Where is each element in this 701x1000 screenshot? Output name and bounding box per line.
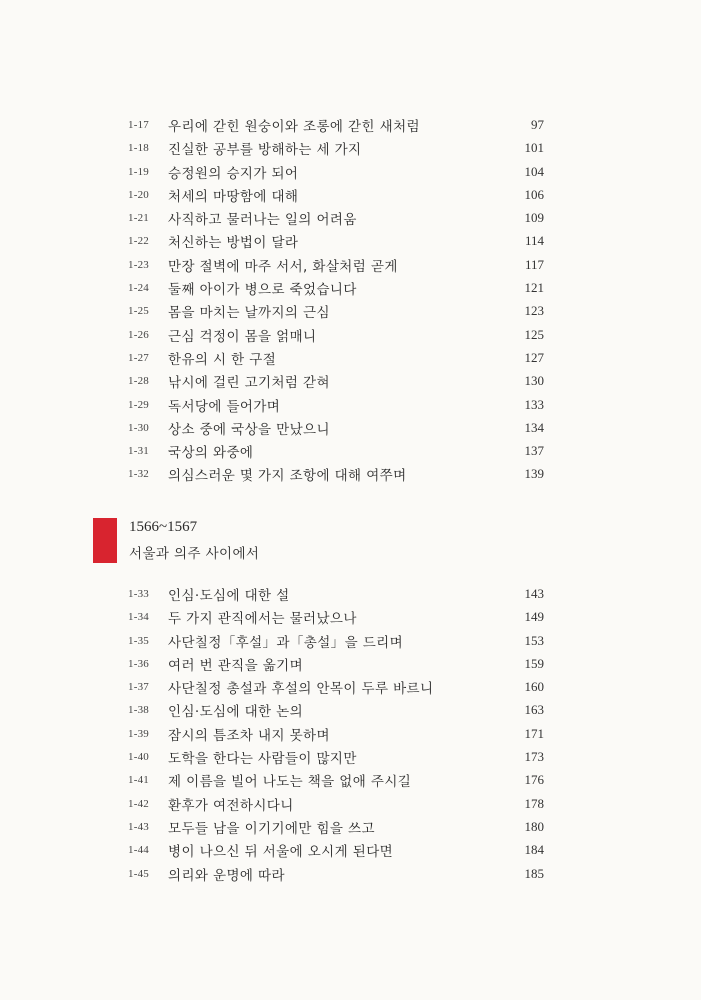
entry-number: 1-41	[128, 774, 149, 787]
entry-number: 1-40	[128, 751, 149, 764]
entry-page-number: 171	[524, 725, 544, 741]
entry-title: 병이 나으신 뒤 서울에 오시게 된다면	[168, 844, 394, 861]
toc-entry	[0, 162, 701, 185]
entry-number: 1-26	[128, 328, 149, 341]
entry-page-number: 97	[531, 117, 544, 132]
toc-entry	[0, 770, 701, 793]
section-header	[0, 517, 701, 567]
entry-page-number: 185	[524, 865, 544, 881]
entry-number: 1-33	[128, 588, 149, 600]
toc-entry	[0, 584, 701, 607]
toc-entry	[0, 794, 701, 817]
entry-page-number: 163	[524, 702, 544, 718]
entry-page-number: 173	[524, 749, 544, 765]
entry-title: 사단칠정 총설과 후설의 안목이 두루 바르니	[168, 681, 434, 698]
entry-page-number: 106	[524, 186, 544, 202]
toc-entry	[0, 840, 701, 863]
entry-page-number: 133	[524, 396, 544, 412]
toc-entry	[0, 138, 701, 161]
toc-entry	[0, 418, 701, 441]
section-accent-bar	[93, 518, 117, 563]
entry-title: 인심·도심에 대한 설	[168, 588, 290, 604]
entry-title: 사직하고 물러나는 일의 어려움	[168, 212, 357, 229]
entry-title: 환후가 여전하시다니	[168, 797, 294, 814]
entry-title: 처세의 마땅함에 대해	[168, 188, 299, 205]
entry-title: 여러 번 관직을 옮기며	[168, 657, 304, 674]
toc-entry	[0, 371, 701, 394]
entry-page-number: 130	[524, 373, 544, 389]
entry-title: 의심스러운 몇 가지 조항에 대해 여쭈며	[168, 468, 407, 485]
entry-number: 1-36	[128, 657, 149, 670]
entry-number: 1-19	[128, 165, 149, 178]
entry-number: 1-31	[128, 445, 149, 458]
toc-entry	[0, 348, 701, 371]
toc-entry	[0, 395, 701, 418]
toc-entry	[0, 864, 701, 887]
entry-number: 1-22	[128, 235, 149, 248]
entry-title: 인심·도심에 대한 논의	[168, 704, 304, 721]
entry-page-number: 176	[524, 772, 544, 788]
entry-number: 1-27	[128, 351, 149, 364]
entry-number: 1-18	[128, 142, 149, 155]
entry-title: 몸을 마치는 날까지의 근심	[168, 305, 330, 322]
entry-title: 의리와 운명에 따라	[168, 867, 285, 884]
entry-page-number: 178	[524, 795, 544, 811]
entry-number: 1-37	[128, 681, 149, 694]
entry-page-number: 101	[524, 140, 544, 156]
entry-page-number: 149	[524, 609, 544, 625]
entry-page-number: 114	[524, 233, 544, 249]
toc-entry	[0, 817, 701, 840]
entry-number: 1-23	[128, 258, 149, 271]
entry-number: 1-43	[128, 820, 149, 833]
toc-entry	[0, 441, 701, 464]
entry-number: 1-39	[128, 727, 149, 740]
entry-title: 진실한 공부를 방해하는 세 가지	[168, 142, 362, 159]
entry-page-number: 121	[524, 280, 544, 296]
toc-entry	[0, 255, 701, 278]
entry-number: 1-30	[128, 421, 149, 434]
section-years: 1566~1567	[129, 519, 198, 535]
entry-number: 1-20	[128, 188, 149, 201]
entry-title: 둘째 아이가 병으로 죽었습니다	[168, 282, 357, 299]
toc-entry	[0, 464, 701, 487]
toc-entry	[0, 231, 701, 254]
toc-list-2	[0, 584, 701, 887]
entry-page-number: 139	[524, 466, 544, 482]
entry-page-number: 143	[524, 586, 544, 601]
entry-title: 사단칠정「후설」과「총설」을 드리며	[168, 634, 404, 651]
entry-page-number: 127	[524, 349, 544, 365]
entry-number: 1-21	[128, 212, 149, 225]
entry-number: 1-38	[128, 704, 149, 717]
entry-title: 만장 절벽에 마주 서서, 화살처럼 곧게	[168, 258, 398, 275]
entry-title: 승정원의 승지가 되어	[168, 165, 299, 182]
toc-entry	[0, 747, 701, 770]
toc-entry	[0, 278, 701, 301]
toc-entry	[0, 631, 701, 654]
entry-title: 낚시에 걸린 고기처럼 갇혀	[168, 375, 330, 392]
toc-entry	[0, 208, 701, 231]
toc-entry	[0, 301, 701, 324]
entry-title: 제 이름을 빌어 나도는 책을 없애 주시길	[168, 774, 412, 791]
toc-entry	[0, 700, 701, 723]
entry-page-number: 137	[524, 443, 544, 459]
entry-title: 국상의 와중에	[168, 445, 254, 462]
entry-page-number: 123	[524, 303, 544, 319]
section-subtitle: 서울과 의주 사이에서	[129, 546, 260, 562]
entry-page-number: 184	[524, 842, 544, 858]
entry-title: 독서당에 들어가며	[168, 398, 281, 415]
entry-number: 1-28	[128, 375, 149, 388]
entry-number: 1-35	[128, 634, 149, 647]
toc-entry	[0, 185, 701, 208]
toc-entry	[0, 115, 701, 138]
entry-number: 1-34	[128, 611, 149, 624]
entry-number: 1-25	[128, 305, 149, 318]
entry-page-number: 117	[524, 256, 544, 272]
entry-page-number: 134	[524, 419, 544, 435]
entry-title: 상소 중에 국상을 만났으니	[168, 421, 330, 438]
entry-page-number: 125	[524, 326, 544, 342]
entry-page-number: 160	[524, 679, 544, 695]
entry-title: 모두들 남을 이기기에만 힘을 쓰고	[168, 820, 375, 837]
entry-title: 우리에 갇힌 원숭이와 조롱에 갇힌 새처럼	[168, 119, 420, 135]
entry-number: 1-42	[128, 797, 149, 810]
entry-page-number: 153	[524, 632, 544, 648]
entry-page-number: 104	[524, 163, 544, 179]
toc-entry	[0, 724, 701, 747]
entry-number: 1-32	[128, 468, 149, 481]
entry-title: 처신하는 방법이 달라	[168, 235, 299, 252]
entry-title: 도학을 한다는 사람들이 많지만	[168, 751, 357, 768]
entry-title: 두 가지 관직에서는 물러났으나	[168, 611, 357, 628]
entry-title: 잠시의 틈조차 내지 못하며	[168, 727, 330, 744]
entry-number: 1-44	[128, 844, 149, 857]
toc-list-1	[0, 115, 701, 488]
toc-entry	[0, 654, 701, 677]
toc-entry	[0, 677, 701, 700]
entry-title: 한유의 시 한 구절	[168, 351, 277, 368]
toc-entry	[0, 607, 701, 630]
entry-number: 1-17	[128, 119, 149, 131]
toc-entry	[0, 325, 701, 348]
entry-page-number: 159	[524, 655, 544, 671]
entry-title: 근심 걱정이 몸을 얽매니	[168, 328, 317, 345]
entry-page-number: 180	[524, 818, 544, 834]
entry-page-number: 109	[524, 210, 544, 226]
entry-number: 1-24	[128, 282, 149, 295]
entry-number: 1-29	[128, 398, 149, 411]
entry-number: 1-45	[128, 867, 149, 880]
